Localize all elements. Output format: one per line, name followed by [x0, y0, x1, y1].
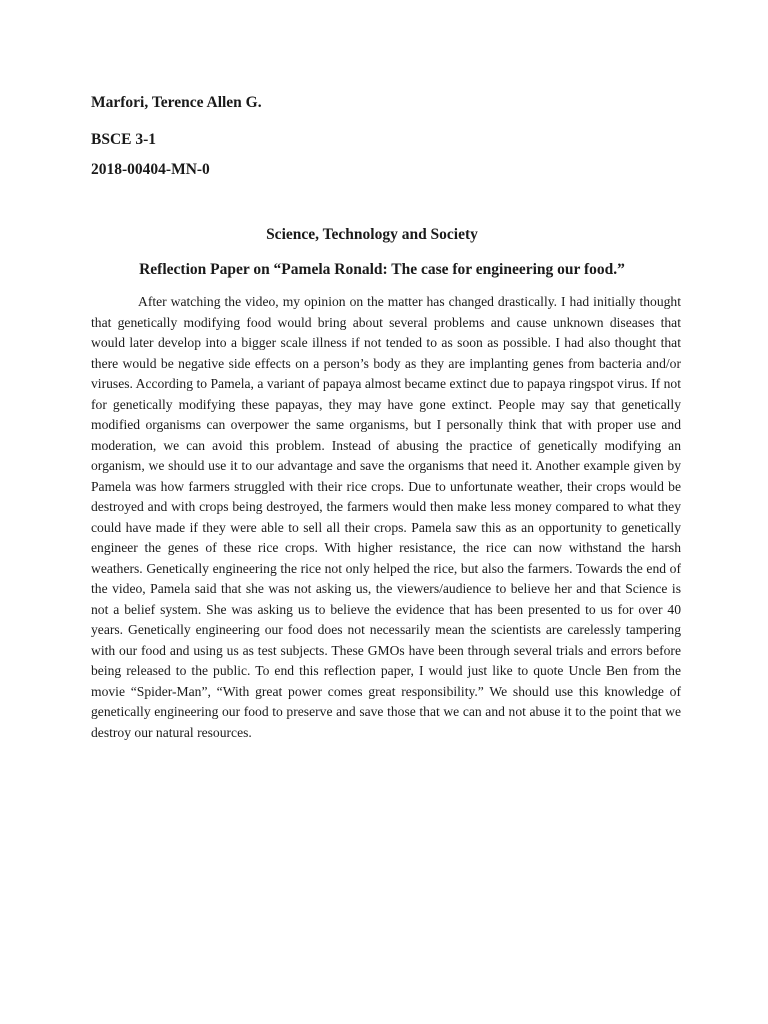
reflection-paragraph: After watching the video, my opinion on the matter has changed drastically. I had initially thought that genetically modifying food would bring about several problems and cause unknown diseases that would later develop into a bigger scale illness if not tended to as soon as possible. I had also thought that there would be negative side effects on a person’s body as they are implanting genes from bacteria and/or viruses. According to Pamela, a variant of papaya almost became extinct due to papaya ringspot virus. If not for genetically modifying these papayas, they may have gone extinct. People may say that genetically modified organisms can overpower the same organisms, but I personally think that with proper use and moderation, we can avoid this problem. Instead of abusing the practice of genetically modifying an organism, we should use it to our advantage and save the organisms that need it. Another example given by Pamela was how farmers struggled with their rice crops. Due to unfortunate weather, their crops would be destroyed and with crops being destroyed, the farmers would then make less money compared to what they could have made if they were able to sell all their crops. Pamela saw this as an opportunity to genetically engineer the genes of these rice crops. With higher resistance, the rice can now withstand the harsh weathers. Genetically engineering the rice not only helped the rice, but also the farmers. Towards the end of the video, Pamela said that she was not asking us, the viewers/audience to believe her and that Science is not a belief system. She was asking us to believe the evidence that has been presented to us for over 40 years. Genetically engineering our food does not necessarily mean the scientists are carelessly tampering with our food and using us as test subjects. These GMOs have been through several trials and errors before being released to the public. To end this reflection paper, I would just like to quote Uncle Ben from the movie “Spider-Man”, “With great power comes great responsibility.” We should use this knowledge of genetically engineering our food to preserve and save those that we can and not abuse it to the point that we destroy our natural resources. — [91, 294, 681, 740]
student-id: 2018-00404-MN-0 — [91, 161, 210, 178]
student-section: BSCE 3-1 — [91, 131, 157, 148]
paper-title: Reflection Paper on “Pamela Ronald: The case for engineering our food.” — [139, 261, 625, 278]
student-name: Marfori, Terence Allen G. — [91, 94, 262, 111]
course-title: Science, Technology and Society — [266, 226, 478, 243]
